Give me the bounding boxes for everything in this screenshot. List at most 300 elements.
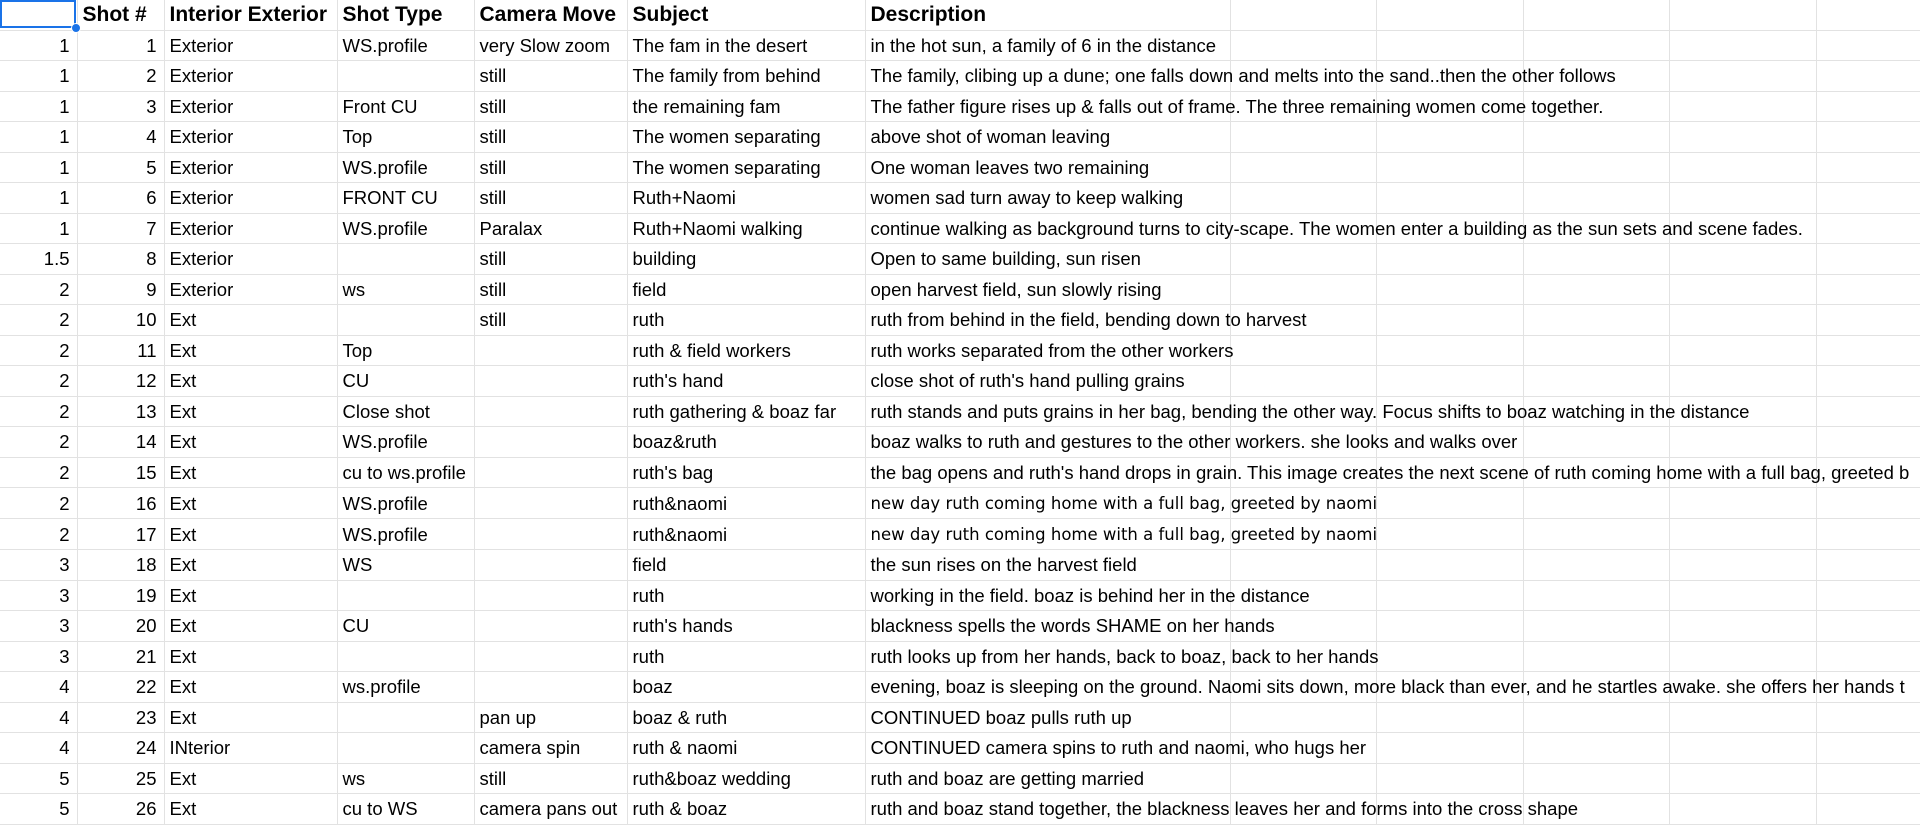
cell-shot-type[interactable]: cu to ws.profile bbox=[337, 457, 474, 488]
cell-empty[interactable] bbox=[1816, 519, 1920, 550]
cell-empty[interactable] bbox=[1816, 213, 1920, 244]
cell-empty[interactable] bbox=[1669, 122, 1816, 153]
cell-shot-number[interactable]: 24 bbox=[77, 733, 164, 764]
cell-empty[interactable] bbox=[1376, 733, 1523, 764]
cell-camera-move[interactable] bbox=[474, 396, 627, 427]
cell-camera-move[interactable] bbox=[474, 457, 627, 488]
cell-interior-exterior[interactable]: Ext bbox=[164, 305, 337, 336]
cell-empty[interactable] bbox=[1669, 61, 1816, 92]
cell-subject[interactable]: ruth & field workers bbox=[627, 335, 865, 366]
cell-subject[interactable]: ruth & naomi bbox=[627, 733, 865, 764]
cell-empty[interactable] bbox=[1523, 274, 1669, 305]
cell-interior-exterior[interactable]: Exterior bbox=[164, 61, 337, 92]
cell-header-description[interactable] bbox=[865, 0, 1230, 30]
cell-empty[interactable] bbox=[1523, 305, 1669, 336]
cell-shot-number[interactable]: 11 bbox=[77, 335, 164, 366]
cell-interior-exterior[interactable]: Ext bbox=[164, 366, 337, 397]
cell-description[interactable] bbox=[865, 702, 1230, 733]
cell-shot-number[interactable]: 12 bbox=[77, 366, 164, 397]
cell-empty[interactable] bbox=[1230, 274, 1376, 305]
cell-empty[interactable] bbox=[1669, 183, 1816, 214]
cell-empty[interactable] bbox=[1230, 366, 1376, 397]
cell-interior-exterior[interactable]: Ext bbox=[164, 550, 337, 581]
cell-shot-number[interactable]: 15 bbox=[77, 457, 164, 488]
cell-empty[interactable] bbox=[1376, 763, 1523, 794]
cell-scene[interactable]: 3 bbox=[0, 611, 77, 642]
cell-camera-move[interactable] bbox=[474, 641, 627, 672]
cell-shot-number[interactable]: 4 bbox=[77, 122, 164, 153]
cell-camera-move[interactable]: still bbox=[474, 305, 627, 336]
cell-subject[interactable]: The fam in the desert bbox=[627, 30, 865, 61]
cell-scene[interactable]: 2 bbox=[0, 457, 77, 488]
cell-empty[interactable] bbox=[1816, 794, 1920, 825]
cell-empty[interactable] bbox=[1669, 335, 1816, 366]
cell-subject[interactable]: ruth&naomi bbox=[627, 519, 865, 550]
cell-empty[interactable] bbox=[1230, 152, 1376, 183]
cell-shot-type[interactable]: Top bbox=[337, 335, 474, 366]
cell-shot-type[interactable] bbox=[337, 580, 474, 611]
cell-description[interactable] bbox=[865, 152, 1230, 183]
cell-description[interactable] bbox=[865, 763, 1230, 794]
cell-shot-type[interactable]: WS bbox=[337, 550, 474, 581]
cell-interior-exterior[interactable]: Ext bbox=[164, 702, 337, 733]
cell-description[interactable] bbox=[865, 366, 1230, 397]
cell-shot-type[interactable]: WS.profile bbox=[337, 427, 474, 458]
cell-empty[interactable] bbox=[1523, 488, 1669, 519]
cell-empty[interactable] bbox=[1669, 580, 1816, 611]
cell-shot-type[interactable]: WS.profile bbox=[337, 30, 474, 61]
cell-camera-move[interactable] bbox=[474, 488, 627, 519]
cell-scene[interactable]: 1 bbox=[0, 91, 77, 122]
cell-subject[interactable]: the remaining fam bbox=[627, 91, 865, 122]
cell-shot-type[interactable] bbox=[337, 641, 474, 672]
cell-empty[interactable] bbox=[1669, 763, 1816, 794]
cell-empty[interactable] bbox=[1669, 91, 1816, 122]
cell-shot-type[interactable] bbox=[337, 61, 474, 92]
cell-description[interactable] bbox=[865, 794, 1579, 825]
cell-interior-exterior[interactable]: Ext bbox=[164, 427, 337, 458]
cell-empty[interactable] bbox=[1523, 122, 1669, 153]
cell-empty[interactable] bbox=[1523, 183, 1669, 214]
cell-description[interactable] bbox=[865, 519, 1378, 550]
cell-empty[interactable] bbox=[1816, 611, 1920, 642]
cell-header-shot[interactable]: Shot # bbox=[77, 0, 164, 30]
cell-camera-move[interactable] bbox=[474, 672, 627, 703]
cell-empty[interactable] bbox=[1816, 30, 1920, 61]
cell-shot-number[interactable]: 13 bbox=[77, 396, 164, 427]
cell-subject[interactable]: building bbox=[627, 244, 865, 275]
cell-shot-number[interactable]: 22 bbox=[77, 672, 164, 703]
cell-subject[interactable]: The family from behind bbox=[627, 61, 865, 92]
cell-camera-move[interactable] bbox=[474, 550, 627, 581]
cell-description[interactable] bbox=[865, 641, 1379, 672]
cell-interior-exterior[interactable]: Ext bbox=[164, 672, 337, 703]
cell-shot-type[interactable]: ws.profile bbox=[337, 672, 474, 703]
cell-shot-number[interactable]: 2 bbox=[77, 61, 164, 92]
cell-description[interactable] bbox=[865, 91, 1604, 122]
table-row bbox=[0, 61, 1920, 92]
cell-scene[interactable]: 2 bbox=[0, 274, 77, 305]
cell-empty[interactable] bbox=[1376, 183, 1523, 214]
cell-empty[interactable] bbox=[1669, 30, 1816, 61]
cell-camera-move[interactable]: still bbox=[474, 122, 627, 153]
cell-subject[interactable]: ruth&naomi bbox=[627, 488, 865, 519]
cell-scene[interactable]: 2 bbox=[0, 488, 77, 519]
cell-empty[interactable] bbox=[1376, 335, 1523, 366]
cell-shot-number[interactable]: 10 bbox=[77, 305, 164, 336]
cell-shot-type[interactable]: ws bbox=[337, 763, 474, 794]
cell-empty[interactable] bbox=[1816, 335, 1920, 366]
cell-shot-number[interactable]: 23 bbox=[77, 702, 164, 733]
cell-empty[interactable] bbox=[1376, 30, 1523, 61]
cell-shot-type[interactable]: CU bbox=[337, 611, 474, 642]
cell-scene[interactable]: 1 bbox=[0, 213, 77, 244]
cell-camera-move[interactable] bbox=[474, 427, 627, 458]
cell-shot-type[interactable]: CU bbox=[337, 366, 474, 397]
description-text: the bag opens and ruth's hand drops in grain. This image creates the next scene of ruth coming home with a full bag, greeted b bbox=[870, 461, 1910, 483]
cell-empty[interactable] bbox=[1816, 580, 1920, 611]
cell-empty[interactable] bbox=[1669, 305, 1816, 336]
cell-empty[interactable] bbox=[1816, 427, 1920, 458]
cell-description[interactable] bbox=[865, 488, 1378, 519]
cell-empty[interactable] bbox=[1669, 794, 1816, 825]
cell-subject[interactable]: field bbox=[627, 550, 865, 581]
cell-interior-exterior[interactable]: Exterior bbox=[164, 122, 337, 153]
cell-interior-exterior[interactable]: INterior bbox=[164, 733, 337, 764]
cell-interior-exterior[interactable]: Ext bbox=[164, 611, 337, 642]
cell-empty[interactable] bbox=[1816, 366, 1920, 397]
cell-empty[interactable] bbox=[1816, 550, 1920, 581]
cell-header-interior-exterior[interactable]: Interior Exterior bbox=[164, 0, 337, 30]
cell-empty[interactable] bbox=[1376, 366, 1523, 397]
cell-shot-type[interactable] bbox=[337, 244, 474, 275]
cell-scene[interactable]: 2 bbox=[0, 396, 77, 427]
cell-scene[interactable]: 1 bbox=[0, 61, 77, 92]
cell-shot-number[interactable]: 18 bbox=[77, 550, 164, 581]
table-row bbox=[0, 30, 1920, 61]
cell-shot-type[interactable] bbox=[337, 702, 474, 733]
cell-scene[interactable]: 3 bbox=[0, 550, 77, 581]
cell-scene[interactable]: 2 bbox=[0, 335, 77, 366]
cell-empty[interactable] bbox=[1376, 305, 1523, 336]
cell-empty[interactable] bbox=[1669, 152, 1816, 183]
cell-empty[interactable] bbox=[1230, 763, 1376, 794]
cell-shot-type[interactable]: Top bbox=[337, 122, 474, 153]
cell-scene[interactable]: 4 bbox=[0, 672, 77, 703]
cell-empty[interactable] bbox=[1669, 244, 1816, 275]
cell-interior-exterior[interactable]: Exterior bbox=[164, 91, 337, 122]
cell-subject[interactable]: ruth&boaz wedding bbox=[627, 763, 865, 794]
cell-subject[interactable]: boaz bbox=[627, 672, 865, 703]
cell-subject[interactable]: The women separating bbox=[627, 122, 865, 153]
table-row bbox=[0, 427, 1920, 458]
cell-subject[interactable]: ruth's hand bbox=[627, 366, 865, 397]
cell-empty[interactable] bbox=[1230, 550, 1376, 581]
cell-empty[interactable] bbox=[1669, 641, 1816, 672]
cell-empty[interactable] bbox=[1669, 488, 1816, 519]
cell-description[interactable] bbox=[865, 550, 1230, 581]
cell-empty[interactable] bbox=[1523, 366, 1669, 397]
cell-shot-number[interactable]: 25 bbox=[77, 763, 164, 794]
cell-shot-number[interactable]: 21 bbox=[77, 641, 164, 672]
cell-shot-number[interactable]: 8 bbox=[77, 244, 164, 275]
cell-empty[interactable] bbox=[1669, 611, 1816, 642]
cell-description[interactable] bbox=[865, 611, 1275, 642]
cell-camera-move[interactable]: still bbox=[474, 763, 627, 794]
cell-shot-type[interactable]: WS.profile bbox=[337, 213, 474, 244]
cell-shot-type[interactable]: WS.profile bbox=[337, 519, 474, 550]
cell-interior-exterior[interactable]: Ext bbox=[164, 396, 337, 427]
cell-interior-exterior[interactable]: Ext bbox=[164, 794, 337, 825]
cell-empty[interactable] bbox=[1523, 0, 1669, 30]
cell-subject[interactable]: field bbox=[627, 274, 865, 305]
cell-header-camera-move[interactable]: Camera Move bbox=[474, 0, 627, 30]
cell-subject[interactable]: The women separating bbox=[627, 152, 865, 183]
cell-subject[interactable]: ruth & boaz bbox=[627, 794, 865, 825]
cell-shot-type[interactable]: FRONT CU bbox=[337, 183, 474, 214]
cell-empty[interactable] bbox=[1523, 641, 1669, 672]
cell-empty[interactable] bbox=[1816, 122, 1920, 153]
cell-description[interactable] bbox=[865, 122, 1230, 153]
cell-empty[interactable] bbox=[1523, 427, 1669, 458]
cell-camera-move[interactable] bbox=[474, 580, 627, 611]
cell-empty[interactable] bbox=[1376, 702, 1523, 733]
cell-description[interactable] bbox=[865, 427, 1518, 458]
cell-scene[interactable]: 1 bbox=[0, 30, 77, 61]
cell-empty[interactable] bbox=[1523, 30, 1669, 61]
cell-description[interactable] bbox=[865, 335, 1234, 366]
cell-empty[interactable] bbox=[1523, 763, 1669, 794]
cell-header-subject[interactable]: Subject bbox=[627, 0, 865, 30]
cell-description[interactable] bbox=[865, 30, 1230, 61]
cell-shot-number[interactable]: 26 bbox=[77, 794, 164, 825]
cell-empty[interactable] bbox=[1230, 0, 1376, 30]
cell-camera-move[interactable] bbox=[474, 519, 627, 550]
cell-shot-type[interactable]: ws bbox=[337, 274, 474, 305]
cell-empty[interactable] bbox=[1376, 488, 1523, 519]
cell-camera-move[interactable]: camera pans out bbox=[474, 794, 627, 825]
cell-header-shot-type[interactable]: Shot Type bbox=[337, 0, 474, 30]
cell-empty[interactable] bbox=[1230, 183, 1376, 214]
cell-subject[interactable]: boaz & ruth bbox=[627, 702, 865, 733]
cell-shot-number[interactable]: 19 bbox=[77, 580, 164, 611]
cell-empty[interactable] bbox=[1816, 763, 1920, 794]
cell-empty[interactable] bbox=[1816, 702, 1920, 733]
cell-interior-exterior[interactable]: Exterior bbox=[164, 244, 337, 275]
description-text: close shot of ruth's hand pulling grains bbox=[870, 370, 1185, 392]
cell-camera-move[interactable] bbox=[474, 611, 627, 642]
cell-scene[interactable]: 2 bbox=[0, 366, 77, 397]
cell-empty[interactable] bbox=[1230, 335, 1376, 366]
cell-description[interactable] bbox=[865, 244, 1230, 275]
cell-empty[interactable] bbox=[1816, 152, 1920, 183]
cell-interior-exterior[interactable]: Ext bbox=[164, 488, 337, 519]
cell-empty[interactable] bbox=[1816, 183, 1920, 214]
cell-shot-type[interactable]: WS.profile bbox=[337, 152, 474, 183]
cell-scene[interactable]: 3 bbox=[0, 580, 77, 611]
cell-empty[interactable] bbox=[1523, 702, 1669, 733]
cell-shot-type[interactable]: Close shot bbox=[337, 396, 474, 427]
cell-camera-move[interactable]: pan up bbox=[474, 702, 627, 733]
cell-interior-exterior[interactable]: Ext bbox=[164, 580, 337, 611]
cell-camera-move[interactable] bbox=[474, 366, 627, 397]
cell-empty[interactable] bbox=[1523, 335, 1669, 366]
cell-interior-exterior[interactable]: Exterior bbox=[164, 274, 337, 305]
cell-description[interactable] bbox=[865, 305, 1307, 336]
cell-description[interactable] bbox=[865, 213, 1803, 244]
cell-scene[interactable]: 2 bbox=[0, 305, 77, 336]
cell-empty[interactable] bbox=[1669, 427, 1816, 458]
description-text: working in the field. boaz is behind her in the distance bbox=[870, 584, 1310, 606]
cell-camera-move[interactable] bbox=[474, 335, 627, 366]
cell-header-scene[interactable] bbox=[0, 0, 77, 30]
cell-empty[interactable] bbox=[1376, 641, 1523, 672]
cell-shot-number[interactable]: 7 bbox=[77, 213, 164, 244]
table-row bbox=[0, 396, 1920, 427]
cell-empty[interactable] bbox=[1376, 550, 1523, 581]
cell-description[interactable] bbox=[865, 672, 1905, 703]
cell-camera-move[interactable]: camera spin bbox=[474, 733, 627, 764]
cell-subject[interactable]: ruth gathering & boaz far bbox=[627, 396, 865, 427]
cell-empty[interactable] bbox=[1816, 0, 1920, 30]
cell-scene[interactable]: 1 bbox=[0, 152, 77, 183]
cell-subject[interactable]: ruth bbox=[627, 305, 865, 336]
cell-camera-move[interactable]: still bbox=[474, 183, 627, 214]
cell-empty[interactable] bbox=[1230, 122, 1376, 153]
cell-scene[interactable]: 2 bbox=[0, 519, 77, 550]
cell-empty[interactable] bbox=[1376, 244, 1523, 275]
cell-shot-number[interactable]: 6 bbox=[77, 183, 164, 214]
cell-empty[interactable] bbox=[1669, 702, 1816, 733]
cell-empty[interactable] bbox=[1376, 580, 1523, 611]
description-text: new day ruth coming home with a full bag, greeted by naomi bbox=[870, 494, 1378, 513]
cell-scene[interactable]: 1.5 bbox=[0, 244, 77, 275]
cell-shot-type[interactable]: cu to WS bbox=[337, 794, 474, 825]
cell-camera-move[interactable]: still bbox=[474, 91, 627, 122]
cell-interior-exterior[interactable]: Ext bbox=[164, 519, 337, 550]
description-text: the sun rises on the harvest field bbox=[870, 554, 1137, 576]
cell-empty[interactable] bbox=[1816, 91, 1920, 122]
cell-interior-exterior[interactable]: Exterior bbox=[164, 152, 337, 183]
cell-interior-exterior[interactable]: Ext bbox=[164, 641, 337, 672]
cell-shot-type[interactable] bbox=[337, 305, 474, 336]
cell-empty[interactable] bbox=[1376, 274, 1523, 305]
cell-shot-number[interactable]: 3 bbox=[77, 91, 164, 122]
cell-description[interactable] bbox=[865, 183, 1230, 214]
cell-description[interactable] bbox=[865, 733, 1367, 764]
cell-empty[interactable] bbox=[1523, 550, 1669, 581]
cell-empty[interactable] bbox=[1230, 244, 1376, 275]
table-row bbox=[0, 519, 1920, 550]
cell-shot-number[interactable]: 1 bbox=[77, 30, 164, 61]
cell-empty[interactable] bbox=[1816, 641, 1920, 672]
cell-camera-move[interactable]: still bbox=[474, 244, 627, 275]
cell-empty[interactable] bbox=[1816, 488, 1920, 519]
cell-description[interactable] bbox=[865, 457, 1910, 488]
cell-scene[interactable]: 4 bbox=[0, 733, 77, 764]
cell-description[interactable] bbox=[865, 274, 1230, 305]
cell-scene[interactable]: 4 bbox=[0, 702, 77, 733]
cell-empty[interactable] bbox=[1376, 122, 1523, 153]
cell-shot-number[interactable]: 16 bbox=[77, 488, 164, 519]
cell-interior-exterior[interactable]: Ext bbox=[164, 457, 337, 488]
cell-description[interactable] bbox=[865, 580, 1310, 611]
cell-interior-exterior[interactable]: Exterior bbox=[164, 30, 337, 61]
cell-empty[interactable] bbox=[1230, 30, 1376, 61]
cell-scene[interactable]: 3 bbox=[0, 641, 77, 672]
cell-empty[interactable] bbox=[1523, 580, 1669, 611]
cell-scene[interactable]: 2 bbox=[0, 427, 77, 458]
cell-empty[interactable] bbox=[1816, 274, 1920, 305]
cell-empty[interactable] bbox=[1376, 152, 1523, 183]
cell-empty[interactable] bbox=[1669, 733, 1816, 764]
cell-camera-move[interactable]: still bbox=[474, 274, 627, 305]
cell-subject[interactable]: Ruth+Naomi walking bbox=[627, 213, 865, 244]
cell-empty[interactable] bbox=[1230, 702, 1376, 733]
cell-empty[interactable] bbox=[1816, 733, 1920, 764]
cell-description[interactable] bbox=[865, 396, 1750, 427]
cell-empty[interactable] bbox=[1523, 244, 1669, 275]
cell-empty[interactable] bbox=[1669, 0, 1816, 30]
cell-scene[interactable]: 1 bbox=[0, 122, 77, 153]
cell-empty[interactable] bbox=[1523, 152, 1669, 183]
cell-shot-number[interactable]: 5 bbox=[77, 152, 164, 183]
cell-subject[interactable]: ruth bbox=[627, 641, 865, 672]
cell-empty[interactable] bbox=[1376, 0, 1523, 30]
cell-subject[interactable]: ruth bbox=[627, 580, 865, 611]
cell-subject[interactable]: Ruth+Naomi bbox=[627, 183, 865, 214]
cell-camera-move[interactable]: still bbox=[474, 61, 627, 92]
cell-scene[interactable]: 5 bbox=[0, 794, 77, 825]
description-text: The father figure rises up & falls out of frame. The three remaining women come together. bbox=[870, 95, 1604, 117]
cell-empty[interactable] bbox=[1376, 611, 1523, 642]
cell-empty[interactable] bbox=[1523, 519, 1669, 550]
cell-shot-number[interactable]: 17 bbox=[77, 519, 164, 550]
cell-empty[interactable] bbox=[1669, 550, 1816, 581]
cell-empty[interactable] bbox=[1816, 61, 1920, 92]
cell-interior-exterior[interactable]: Exterior bbox=[164, 183, 337, 214]
cell-empty[interactable] bbox=[1669, 274, 1816, 305]
cell-camera-move[interactable]: Paralax bbox=[474, 213, 627, 244]
cell-interior-exterior[interactable]: Ext bbox=[164, 763, 337, 794]
cell-camera-move[interactable]: still bbox=[474, 152, 627, 183]
cell-subject[interactable]: boaz&ruth bbox=[627, 427, 865, 458]
cell-empty[interactable] bbox=[1523, 611, 1669, 642]
cell-empty[interactable] bbox=[1669, 519, 1816, 550]
cell-shot-type[interactable]: Front CU bbox=[337, 91, 474, 122]
cell-camera-move[interactable]: very Slow zoom bbox=[474, 30, 627, 61]
cell-shot-number[interactable]: 9 bbox=[77, 274, 164, 305]
cell-interior-exterior[interactable]: Exterior bbox=[164, 213, 337, 244]
cell-shot-number[interactable]: 20 bbox=[77, 611, 164, 642]
cell-shot-type[interactable]: WS.profile bbox=[337, 488, 474, 519]
cell-interior-exterior[interactable]: Ext bbox=[164, 335, 337, 366]
cell-empty[interactable] bbox=[1816, 305, 1920, 336]
cell-empty[interactable] bbox=[1669, 366, 1816, 397]
cell-scene[interactable]: 1 bbox=[0, 183, 77, 214]
cell-shot-type[interactable] bbox=[337, 733, 474, 764]
cell-subject[interactable]: ruth's hands bbox=[627, 611, 865, 642]
cell-shot-number[interactable]: 14 bbox=[77, 427, 164, 458]
cell-empty[interactable] bbox=[1816, 396, 1920, 427]
cell-empty[interactable] bbox=[1376, 519, 1523, 550]
cell-description[interactable] bbox=[865, 61, 1616, 92]
cell-empty[interactable] bbox=[1523, 733, 1669, 764]
cell-scene[interactable]: 5 bbox=[0, 763, 77, 794]
fill-handle[interactable] bbox=[71, 23, 81, 33]
cell-subject[interactable]: ruth's bag bbox=[627, 457, 865, 488]
cell-empty[interactable] bbox=[1816, 244, 1920, 275]
